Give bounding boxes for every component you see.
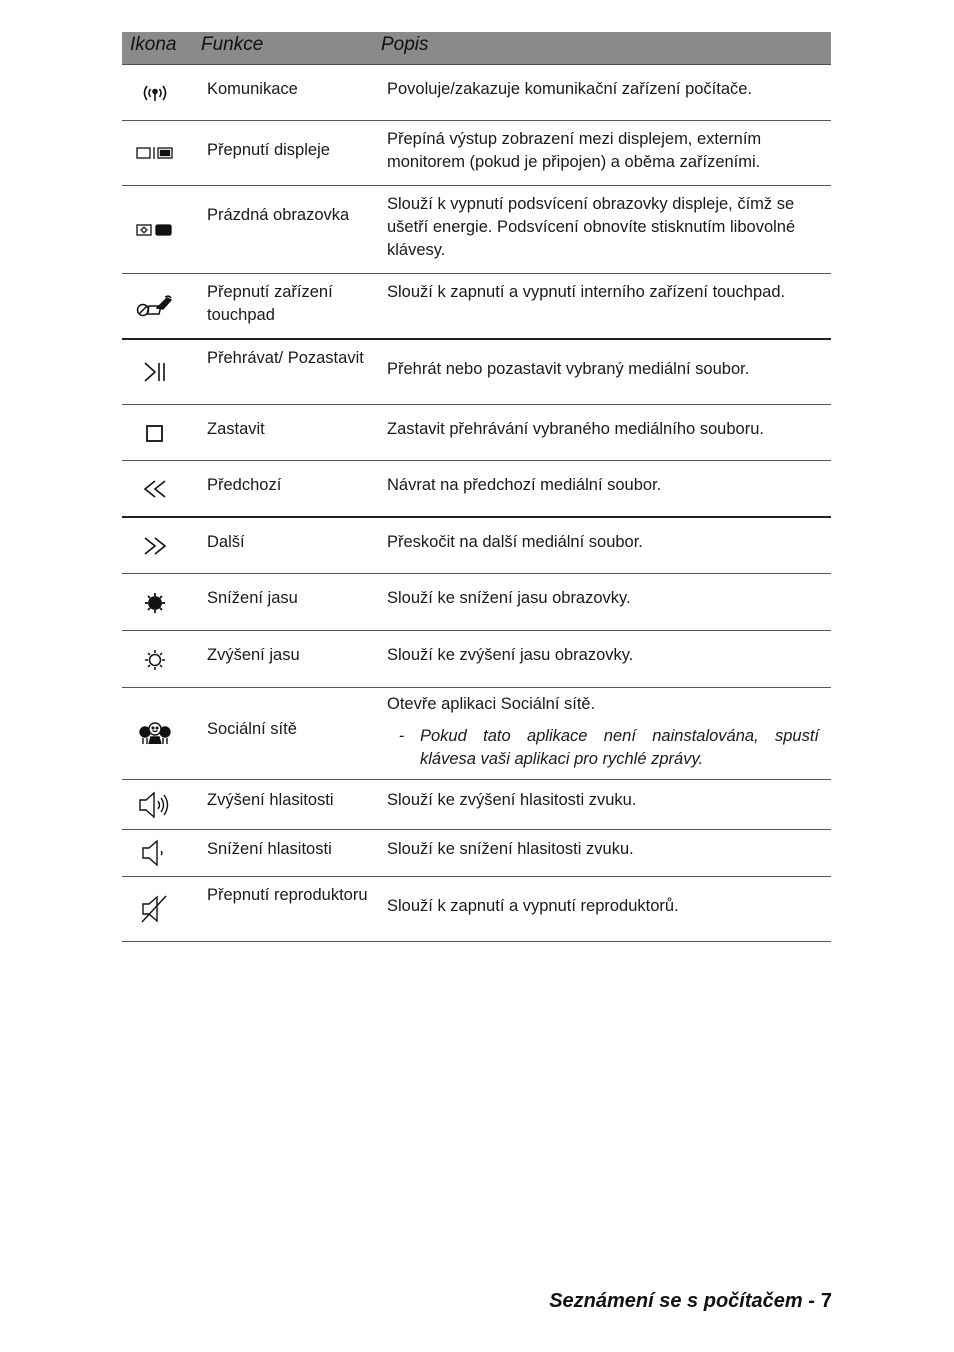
description-text: Slouží k zapnutí a vypnutí interního zařízení touchpad. <box>387 283 786 301</box>
description-text: Otevře aplikaci Sociální sítě. <box>387 695 596 713</box>
next-icon <box>122 518 188 573</box>
description-text: Povoluje/zakazuje komunikační zařízení počítače. <box>387 80 753 98</box>
description-text: Slouží ke zvýšení jasu obrazovky. <box>387 646 634 664</box>
table-row <box>122 877 831 942</box>
volume-down-icon <box>122 830 188 876</box>
function-label: Snížení hlasitosti <box>207 840 332 858</box>
header-description-column: Popis <box>381 34 429 55</box>
table-row <box>122 274 831 340</box>
function-label: Přepnutí reproduktoru <box>207 886 368 904</box>
table-row <box>122 405 831 461</box>
header-icon-column: Ikona <box>130 34 177 55</box>
function-label: Zastavit <box>207 420 265 438</box>
description-text: Přehrát nebo pozastavit vybraný mediální soubor. <box>387 360 750 378</box>
function-label: Zvýšení jasu <box>207 646 300 664</box>
play-pause-icon <box>122 340 188 404</box>
description-text: Slouží k zapnutí a vypnutí reproduktorů. <box>387 897 679 915</box>
description-text: Přepíná výstup zobrazení mezi displejem, externím monitorem (pokud je připojen) a oběma zařízeními. <box>387 130 762 171</box>
social-networks-icon <box>122 688 188 779</box>
volume-up-icon <box>122 780 188 829</box>
function-label: Prázdná obrazovka <box>207 206 350 224</box>
description-block <box>387 693 819 771</box>
speaker-mute-icon <box>122 877 188 941</box>
description-text: Návrat na předchozí mediální soubor. <box>387 476 662 494</box>
table-row <box>122 631 831 688</box>
brightness-down-icon <box>122 574 188 630</box>
function-label: Přepnutí displeje <box>207 141 330 159</box>
function-label: Zvýšení hlasitosti <box>207 791 334 809</box>
table-row <box>122 65 831 121</box>
stop-icon <box>122 405 188 460</box>
function-label: Přehrávat/ Pozastavit <box>207 349 364 367</box>
table-row <box>122 518 831 574</box>
table-row <box>122 574 831 631</box>
description-text: Slouží ke zvýšení hlasitosti zvuku. <box>387 791 637 809</box>
function-label: Předchozí <box>207 476 282 494</box>
table-row <box>122 688 831 780</box>
touchpad-toggle-icon <box>122 274 188 338</box>
description-text: Slouží ke snížení hlasitosti zvuku. <box>387 840 634 858</box>
description-text: Slouží ke snížení jasu obrazovky. <box>387 589 631 607</box>
page-number: 7 <box>820 1290 832 1312</box>
table-row <box>122 121 831 186</box>
description-text: Zastavit přehrávání vybraného mediálního souboru. <box>387 420 764 438</box>
function-label: Komunikace <box>207 80 298 98</box>
note <box>387 725 819 771</box>
function-label: Další <box>207 533 245 551</box>
function-label: Přepnutí zařízení touchpad <box>207 283 333 324</box>
note-dash: - <box>399 727 405 745</box>
note-text: Pokud tato aplikace není nainstalována, spustí klávesa vaši aplikaci pro rychlé zprávy. <box>420 727 819 768</box>
previous-icon <box>122 461 188 516</box>
table-row <box>122 340 831 405</box>
table-row <box>122 186 831 274</box>
screen-blank-icon <box>122 186 188 273</box>
function-label: Sociální sítě <box>207 720 297 738</box>
wireless-communication-icon <box>122 65 188 120</box>
table-row <box>122 780 831 830</box>
description-text: Slouží k vypnutí podsvícení obrazovky displeje, čímž se ušetří energie. Podsvícení obnovíte stisknutím libovolné klávesy. <box>387 195 796 259</box>
description-text: Přeskočit na další mediální soubor. <box>387 533 643 551</box>
display-toggle-icon <box>122 121 188 185</box>
table-row <box>122 461 831 518</box>
hotkey-table <box>122 32 831 942</box>
function-label: Snížení jasu <box>207 589 298 607</box>
page-footer <box>549 1290 832 1313</box>
header-function-column: Funkce <box>201 34 264 55</box>
table-header <box>122 32 831 65</box>
footer-title: Seznámení se s počítačem - <box>549 1290 815 1312</box>
brightness-up-icon <box>122 631 188 687</box>
table-row <box>122 830 831 877</box>
